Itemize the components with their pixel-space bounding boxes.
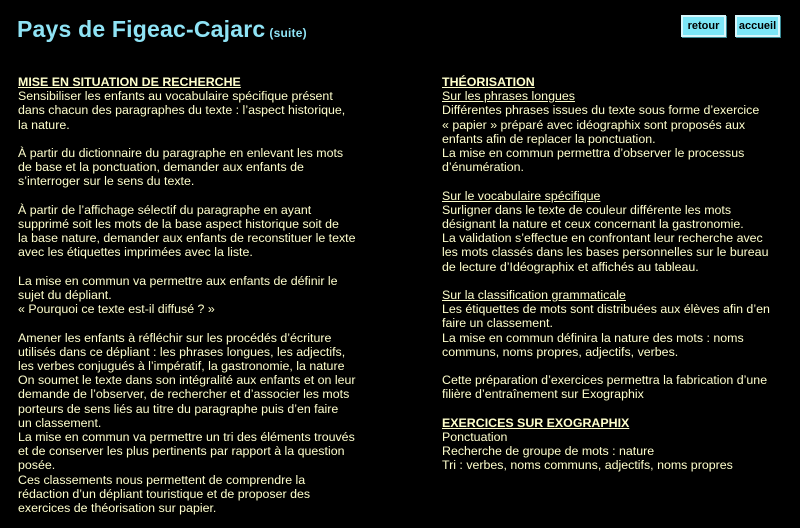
text-line: À partir du dictionnaire du paragraphe en enlevant les mots bbox=[18, 146, 344, 160]
text-line: d’énumération. bbox=[442, 160, 524, 175]
text-line: La mise en commun permettra d’observer le processus bbox=[442, 146, 745, 161]
section-title-phrases: Sur les phrases longues bbox=[442, 89, 575, 104]
right-column bbox=[442, 75, 787, 473]
text-line: s’interroger sur le sens du texte. bbox=[18, 174, 195, 189]
section-body-classification bbox=[442, 302, 787, 401]
page-subtitle: (suite) bbox=[269, 26, 307, 40]
text-line: La mise en commun va permettre un tri des éléments trouvés bbox=[18, 430, 355, 445]
text-line: Les étiquettes de mots sont distribuées aux élèves afin d’en bbox=[442, 302, 770, 317]
text-line: « Pourquoi ce texte est-il diffusé ? » bbox=[18, 302, 215, 317]
blank-line bbox=[442, 359, 787, 373]
blank-line bbox=[18, 189, 363, 203]
text-line: La mise en commun définira la nature des mots : noms bbox=[442, 330, 744, 345]
retour-button[interactable]: retour bbox=[681, 15, 726, 37]
page-title bbox=[17, 16, 307, 43]
text-line: Ces classements nous permettent de comprendre la bbox=[18, 472, 306, 487]
text-line: filière d’entraînement sur Exographix bbox=[442, 387, 644, 402]
text-line: À partir de l’affichage sélectif du paragraphe en ayant bbox=[18, 202, 312, 217]
text-line: enfants afin de replacer la ponctuation. bbox=[442, 131, 656, 146]
text-line: Sensibiliser les enfants au vocabulaire spécifique présent bbox=[18, 89, 333, 104]
left-body bbox=[18, 89, 363, 515]
text-line: désignant la nature et ceux concernant la gastronomie. bbox=[442, 217, 744, 232]
text-line: « papier » préparé avec idéographix sont proposés aux bbox=[442, 117, 746, 132]
right-heading: THÉORISATION bbox=[442, 75, 535, 89]
text-line: de lecture d’Idéographix et affichés au tableau. bbox=[442, 259, 699, 274]
section-title-vocabulaire: Sur le vocabulaire spécifique bbox=[442, 188, 601, 203]
accueil-button[interactable]: accueil bbox=[735, 15, 780, 37]
text-line: exercices de théorisation sur papier. bbox=[18, 501, 217, 516]
exercices-list bbox=[442, 430, 787, 473]
page-title-text: Pays de Figeac-Cajarc bbox=[17, 16, 266, 42]
text-line: utilisés dans ce dépliant : les phrases longues, les adjectifs, bbox=[18, 344, 346, 359]
text-line: communs, noms propres, adjectifs, verbes. bbox=[442, 344, 679, 359]
text-line: un classement. bbox=[18, 415, 102, 430]
blank-line bbox=[18, 260, 363, 274]
text-line: avec les étiquettes imprimées avec la liste. bbox=[18, 245, 253, 260]
section-body-vocabulaire bbox=[442, 203, 787, 274]
text-line: dans chacun des paragraphes du texte : l’aspect historique, bbox=[18, 103, 346, 118]
text-line: Différentes phrases issues du texte sous forme d’exercice bbox=[442, 103, 760, 118]
text-line: de base et la ponctuation, demander aux enfants de bbox=[18, 160, 304, 175]
text-line: et de conserver les plus pertinents par rapport à la question bbox=[18, 444, 345, 459]
text-line: supprimé soit les mots de la base aspect historique soit de bbox=[18, 217, 339, 231]
text-line: posée. bbox=[18, 458, 56, 473]
text-line: les verbes conjugués à l’impératif, la gastronomie, la nature bbox=[18, 359, 345, 373]
text-line: la nature. bbox=[18, 117, 70, 132]
blank-line bbox=[18, 316, 363, 330]
text-line: Amener les enfants à réfléchir sur les procédés d’écriture bbox=[18, 330, 332, 345]
text-line: porteurs de sens liés au titre du paragraphe puis d’en faire bbox=[18, 401, 339, 416]
exercise-item: Tri : verbes, noms communs, adjectifs, noms propres bbox=[442, 458, 733, 473]
exercise-item: Recherche de groupe de mots : nature bbox=[442, 444, 655, 459]
text-line: rédaction d’un dépliant touristique et de proposer des bbox=[18, 486, 311, 501]
exercices-heading: EXERCICES SUR EXOGRAPHIX bbox=[442, 415, 630, 430]
text-line: faire un classement. bbox=[442, 316, 553, 331]
text-line: Cette préparation d’exercices permettra la fabrication d’une bbox=[442, 373, 768, 388]
text-line: La validation s’effectue en confrontant leur recherche avec bbox=[442, 231, 763, 246]
text-line: La mise en commun va permettre aux enfants de définir le bbox=[18, 273, 338, 288]
text-line: Surligner dans le texte de couleur différente les mots bbox=[442, 202, 732, 217]
exercise-item: Ponctuation bbox=[442, 430, 508, 445]
section-title-classification: Sur la classification grammaticale bbox=[442, 288, 626, 303]
left-heading: MISE EN SITUATION DE RECHERCHE bbox=[18, 75, 241, 89]
section-body-phrases bbox=[442, 103, 787, 174]
blank-line bbox=[18, 132, 363, 146]
text-line: On soumet le texte dans son intégralité aux enfants et on leur bbox=[18, 373, 356, 388]
text-line: sujet du dépliant. bbox=[18, 288, 112, 302]
text-line: les mots classés dans les bases personnelles sur le bureau bbox=[442, 245, 769, 260]
left-column bbox=[18, 75, 363, 515]
text-line: la base nature, demander aux enfants de reconstituer le texte bbox=[18, 231, 356, 246]
text-line: demande de l’observer, de rechercher et d’associer les mots bbox=[18, 387, 350, 402]
